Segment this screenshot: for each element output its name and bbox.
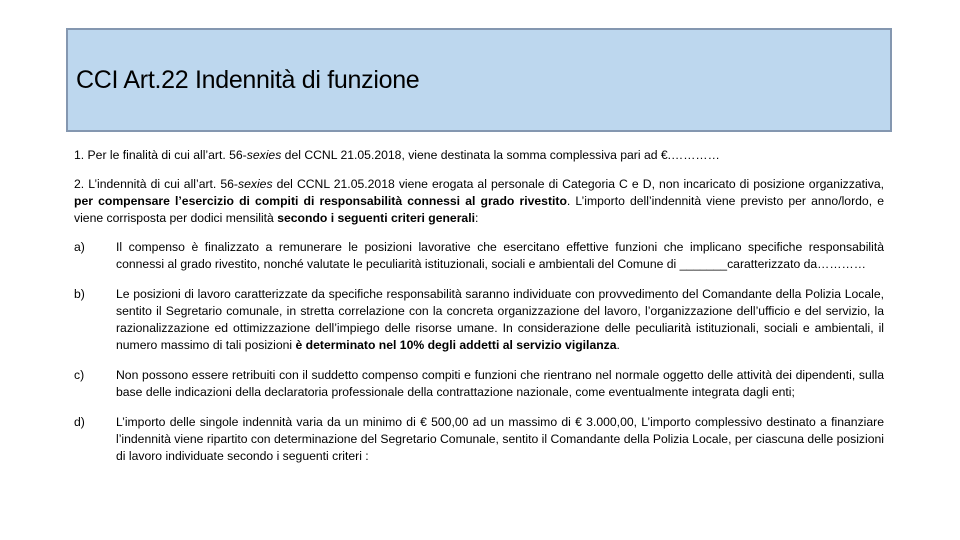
- list-item-label: a): [74, 240, 85, 254]
- title-banner: [66, 28, 892, 132]
- paragraph-2-text-mid: del CCNL 21.05.2018 viene erogata al personale di Categoria C e D, non incaricato di posizione organizzativa,: [272, 177, 884, 191]
- list-item-b-bold: è determinato nel 10% degli addetti al servizio vigilanza: [295, 338, 617, 352]
- list-item-label: c): [74, 368, 85, 382]
- list-item-text: L’importo delle singole indennità varia da un minimo di € 500,00 ad un massimo di € 3.000,00, L’importo complessivo destinato a finanziare l’indennità viene ripartito con determinazione del Segretario Comunale, sentito il Comandante della Polizia Locale, per ciascuna delle posizioni di lavoro individuate secondo i seguenti criteri :: [116, 415, 884, 463]
- page-title: CCI Art.22 Indennità di funzione: [76, 66, 420, 94]
- paragraph-2-bold: per compensare l’esercizio di compiti di responsabilità connessi al grado rivestito: [74, 194, 567, 208]
- paragraph-1-italic: sexies: [246, 148, 282, 162]
- list-item-text: Il compenso è finalizzato a remunerare le posizioni lavorative che esercitano effettive funzioni che implicano specifiche responsabilità connessi al grado rivestito, nonché valutate le peculiarità istituzionali, sociali e ambientali del Comune di _______caratterizzato da…………: [116, 240, 884, 271]
- paragraph-2-bold-criteria: secondo i seguenti criteri generali: [277, 211, 475, 225]
- list-item-a: [74, 239, 884, 273]
- list-item-text: [116, 286, 884, 354]
- list-item-label: b): [74, 287, 85, 301]
- paragraph-1: [74, 147, 884, 164]
- list-item-text: Non possono essere retribuiti con il suddetto compenso compiti e funzioni che rientrano nel normale oggetto delle attività dei dipendenti, sulla base delle indicazioni della declaratoria professionale della contrattazione nazionale, come eventualmente integrata dagli enti;: [116, 368, 884, 399]
- paragraph-2-text-mid2: . L’importo dell’indennità viene previsto per anno/lordo, e viene corrisposta per dodici mensilità: [74, 194, 884, 225]
- list-item-label: d): [74, 415, 85, 429]
- paragraph-1-text: 1. Per le finalità di cui all’art. 56-: [74, 148, 247, 162]
- list-item-b-text: Le posizioni di lavoro caratterizzate da specifiche responsabilità saranno individuate con provvedimento del Comandante della Polizia Locale, sentito il Segretario comunale, in stretta correlazione con la concreta organizzazione del lavoro, l’organizzazione dell’ufficio e del servizio, la razionalizzazione ed ottimizzazione dell’impiego delle risorse umane. In considerazione delle peculiarità istituzionali, sociali e ambientali, il numero massimo di tali posizioni: [116, 287, 884, 352]
- paragraph-1-text-end: del CCNL 21.05.2018, viene destinata la somma complessiva pari ad €.…………: [281, 148, 720, 162]
- document-body: [74, 147, 884, 478]
- list-item-c: [74, 367, 884, 401]
- paragraph-2-italic: sexies: [238, 177, 273, 191]
- paragraph-2-text: 2. L’indennità di cui all’art. 56-: [74, 177, 238, 191]
- paragraph-2: [74, 176, 884, 227]
- list-item-d: [74, 414, 884, 465]
- list-item-b-end: .: [616, 338, 620, 352]
- paragraph-2-text-end: :: [475, 211, 479, 225]
- list-item-b: [74, 286, 884, 354]
